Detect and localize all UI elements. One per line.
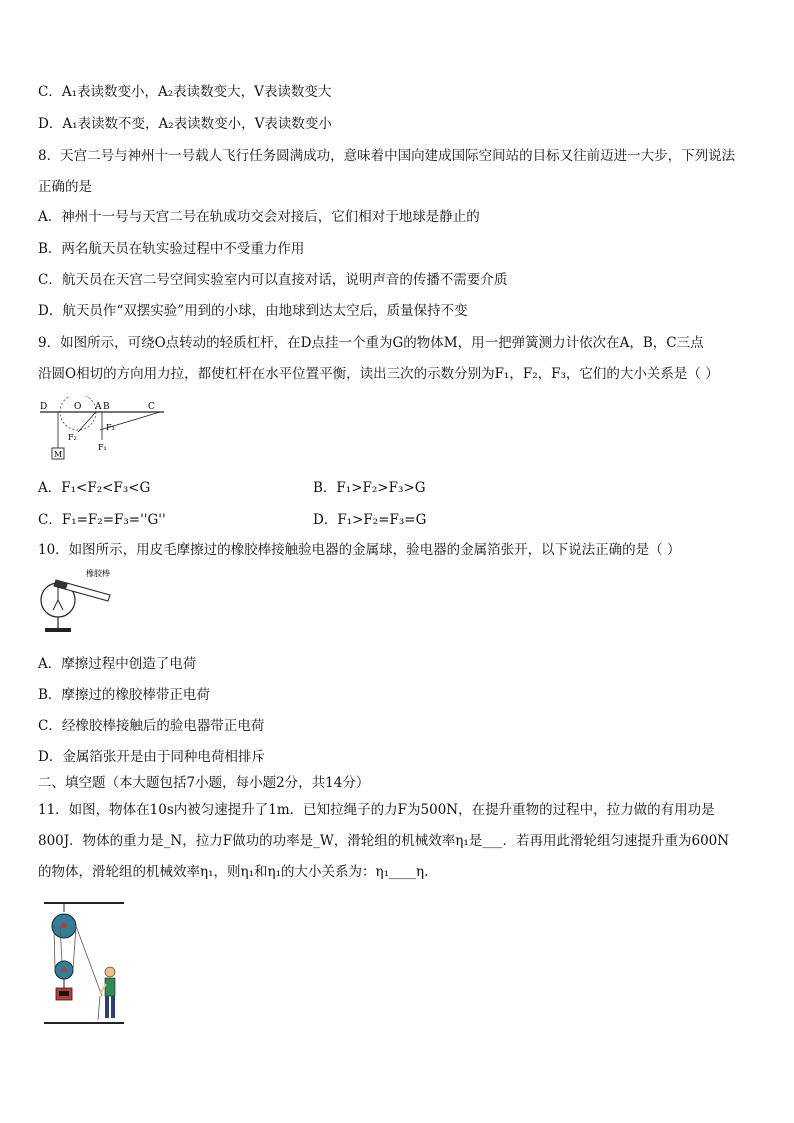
q10-electroscope-figure (36, 566, 114, 640)
movable-pulley-axle (62, 968, 67, 973)
label-f2: F₂ (68, 433, 77, 442)
label-f3: F₃ (106, 423, 115, 432)
q8-option-b: B．两名航天员在轨实验过程中不受重力作用 (38, 241, 305, 257)
worker-leg-right (111, 996, 115, 1018)
q11-stem-line2: 800J．物体的重力是_N，拉力F做功的功率是_W，滑轮组的机械效率η₁是___．若再用此滑轮组匀速提升重为600N (38, 833, 730, 849)
fixed-pulley-axle (61, 923, 67, 929)
rope-to-worker (76, 926, 102, 996)
q9-option-a: A．F₁<F₂<F₃<G (38, 480, 151, 496)
q8-stem-line1: 8．天宫二号与神州十一号载人飞行任务圆满成功，意味着中国向建成国际空间站的目标又往前迈进一大步，下列说法 (38, 148, 736, 164)
q8-option-a: A．神州十一号与天宫二号在轨成功交会对接后，它们相对于地球是静止的 (38, 209, 480, 225)
q10-option-d: D．金属箔张开是由于同种电荷相排斥 (38, 749, 265, 765)
label-a: A (95, 402, 102, 412)
label-f1: F₁ (98, 443, 107, 452)
q7-option-d: D．A₁表读数不变，A₂表读数变小，V表读数变小 (38, 116, 332, 132)
q8-stem-line2: 正确的是 (38, 179, 92, 195)
section-heading: 二、填空题（本大题包括7小题，每小题2分，共14分） (38, 775, 370, 791)
q9-lever-figure (36, 396, 168, 464)
label-b: B (103, 402, 110, 412)
q10-option-b: B．摩擦过的橡胶棒带正电荷 (38, 687, 210, 703)
q11-pulley-figure (42, 900, 126, 1028)
worker-body (105, 978, 115, 996)
load-box-mark (59, 991, 69, 996)
worker-leg-left (105, 996, 109, 1018)
q8-option-d: D．航天员作“双摆实验”用到的小球，由地球到达太空后，质量保持不变 (38, 303, 468, 319)
label-d: D (40, 402, 48, 412)
label-m: M (54, 450, 63, 459)
q9-stem-line1: 9．如图所示，可绕O点转动的轻质杠杆，在D点挂一个重为G的物体M，用一把弹簧测力计依次在A，B，C三点 (38, 335, 704, 351)
q10-option-c: C．经橡胶棒接触后的验电器带正电荷 (38, 718, 265, 734)
q11-stem-line1: 11．如图，物体在10s内被匀速提升了1m．已知拉绳子的力F为500N，在提升重物的过程中，拉力做的有用功是 (38, 802, 715, 818)
q9-option-c: C．F₁=F₂=F₃=''G'' (38, 512, 166, 528)
label-o: O (74, 402, 82, 412)
worker-head (105, 967, 115, 977)
base (45, 628, 71, 632)
rope-end (98, 996, 100, 1020)
q7-option-c: C．A₁表读数变小，A₂表读数变大，V表读数变大 (38, 84, 332, 100)
q10-stem: 10．如图所示，用皮毛摩擦过的橡胶棒接触验电器的金属球，验电器的金属箔张开，以下说法正确的是（ ） (38, 542, 681, 558)
rod-label: 橡胶棒 (86, 569, 110, 578)
q9-option-b: B．F₁>F₂>F₃>G (313, 480, 426, 496)
q11-stem-line3: 的物体，滑轮组的机械效率η₁，则η₁和η₁的大小关系为：η₁____η. (38, 864, 429, 880)
q9-option-d: D．F₁>F₂=F₃=G (313, 512, 427, 528)
q9-stem-line2: 沿圆O相切的方向用力拉，都使杠杆在水平位置平衡，读出三次的示数分别为F₁，F₂，F₃，它们的大小关系是（ ） (38, 366, 719, 382)
label-c: C (148, 402, 155, 412)
q10-option-a: A．摩擦过程中创造了电荷 (38, 656, 197, 672)
q8-option-c: C．航天员在天宫二号空间实验室内可以直接对话，说明声音的传播不需要介质 (38, 272, 508, 288)
force-f2-line (78, 412, 96, 432)
